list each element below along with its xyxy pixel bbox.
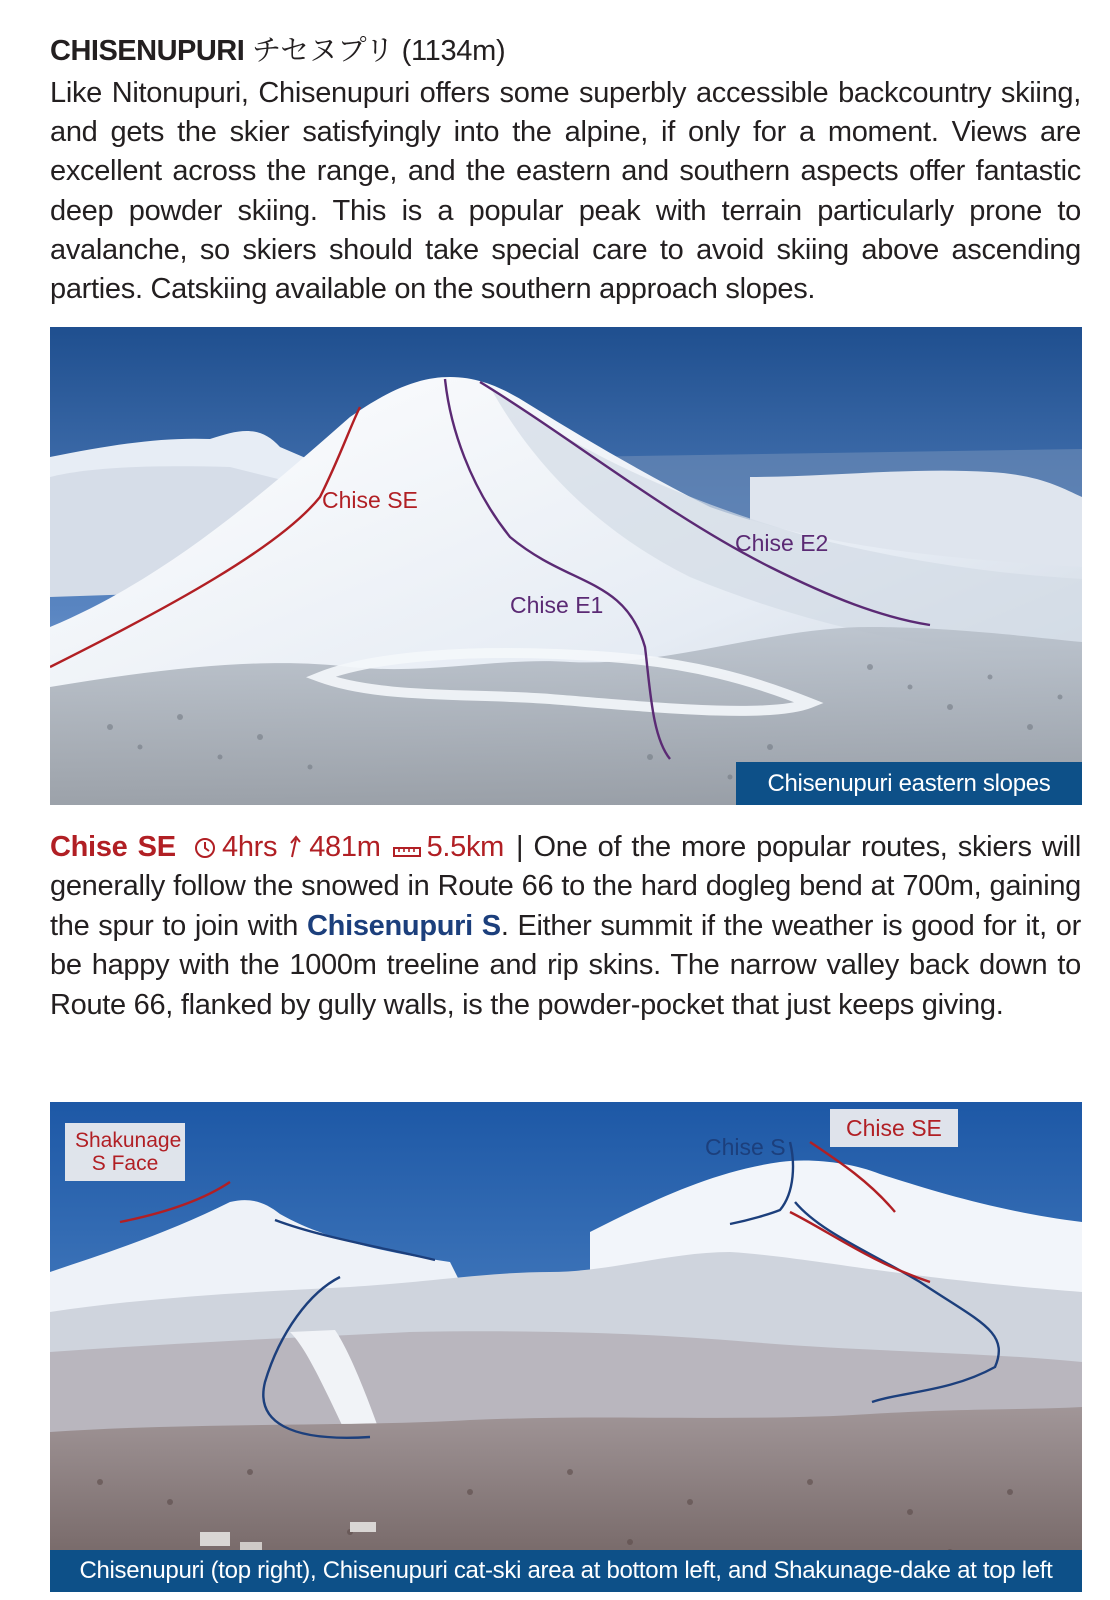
label-chise-se-photo2: Chise SE (830, 1109, 958, 1147)
clock-icon (194, 837, 216, 859)
peak-elevation: (1134m) (401, 35, 506, 67)
route-description (50, 828, 1081, 1025)
route-text-1: One of the more popular routes, skiers will generally follow the snowed in Route 66 to the hard dogleg bend at 700m, gaining the spur to join with (50, 831, 1081, 942)
caption-eastern-slopes: Chisenupuri eastern slopes (736, 762, 1082, 805)
eastern-slopes-illustration (50, 327, 1082, 805)
ascent-arrow-icon (289, 835, 303, 859)
peak-name-japanese: チセヌプリ (252, 35, 394, 67)
section-title (50, 28, 505, 69)
stat-distance (393, 831, 504, 863)
label-chise-e1: Chise E1 (510, 592, 604, 618)
stat-ascent (289, 831, 380, 863)
separator: | (516, 831, 524, 863)
route-name: Chise SE (50, 831, 176, 863)
label-shakunage-s-face: Shakunage S Face (65, 1123, 185, 1181)
stat-time (194, 831, 277, 863)
photo-overview (50, 1102, 1082, 1592)
route-text-2: . Either summit if the weather is good for it, or be happy with the 1000m treeline and rip skins. The narrow valley back down to Route 66, flanked by gully walls, is the powder-pocket that just keeps giving. (50, 909, 1081, 1021)
caption-overview: Chisenupuri (top right), Chisenupuri cat-ski area at bottom left, and Shakunage-dake at top left (50, 1550, 1082, 1592)
label-chise-se: Chise SE (322, 487, 418, 513)
label-chise-e2: Chise E2 (735, 530, 829, 556)
route-link-chisenupuri-s[interactable]: Chisenupuri S (307, 909, 501, 942)
peak-name: CHISENUPURI (50, 35, 245, 67)
stat-distance-value: 5.5km (426, 831, 505, 863)
overview-illustration (50, 1102, 1082, 1592)
ruler-icon (393, 845, 421, 859)
photo-eastern-slopes (50, 327, 1082, 805)
stat-ascent-value: 481m (309, 831, 381, 863)
intro-paragraph: Like Nitonupuri, Chisenupuri offers some superbly accessible backcountry skiing, and gets the skier satisfyingly into the alpine, if only for a moment. Views are excellent across the range, and the eastern and southern aspects offer fantastic deep powder skiing. This is a popular peak with terrain particularly prone to avalanche, so skiers should take special care to avoid skiing above ascending parties. Catskiing available on the southern approach slopes. (50, 77, 1081, 306)
label-chise-s: Chise S (705, 1134, 786, 1160)
stat-time-value: 4hrs (222, 831, 278, 863)
